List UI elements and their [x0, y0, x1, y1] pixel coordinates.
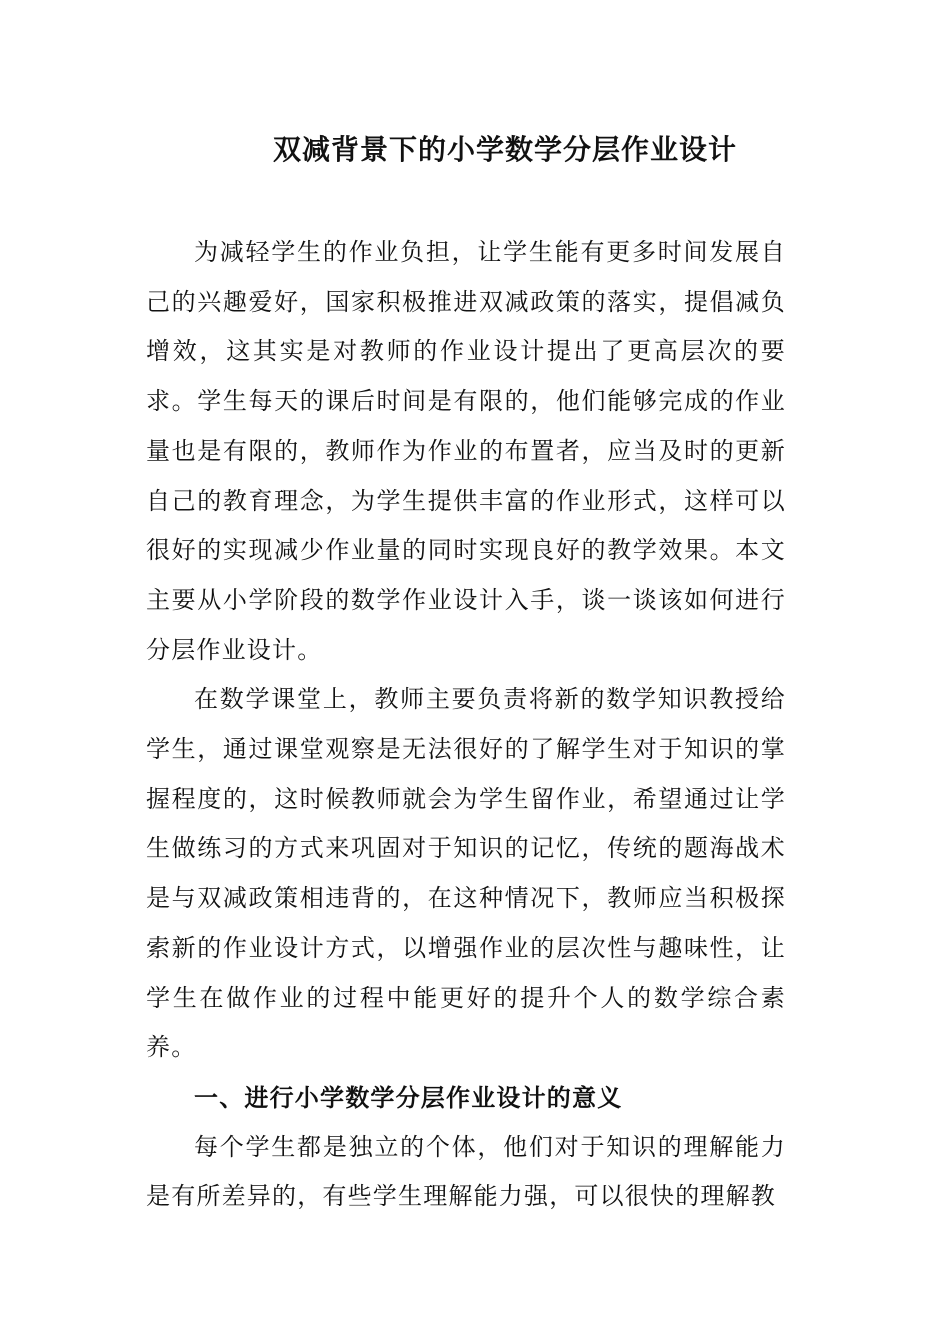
- document-body: [146, 228, 786, 1222]
- document-title: 双减背景下的小学数学分层作业设计: [272, 133, 737, 166]
- context-paragraph: 在数学课堂上，教师主要负责将新的数学知识教授给学生，通过课堂观察是无法很好的了解学生对于知识的掌握程度的，这时候教师就会为学生留作业，希望通过让学生做练习的方式来巩固对于知识的记忆，传统的题海战术是与双减政策相违背的，在这种情况下，教师应当积极探索新的作业设计方式，以增强作业的层次性与趣味性，让学生在做作业的过程中能更好的提升个人的数学综合素养。: [146, 685, 786, 1062]
- section-heading: 一、进行小学数学分层作业设计的意义: [194, 1082, 623, 1112]
- intro-paragraph: 为减轻学生的作业负担，让学生能有更多时间发展自己的兴趣爱好，国家积极推进双减政策的落实，提倡减负增效，这其实是对教师的作业设计提出了更高层次的要求。学生每天的课后时间是有限的，他们能够完成的作业量也是有限的，教师作为作业的布置者，应当及时的更新自己的教育理念，为学生提供丰富的作业形式，这样可以很好的实现减少作业量的同时实现良好的教学效果。本文主要从小学阶段的数学作业设计入手，谈一谈该如何进行分层作业设计。: [146, 238, 786, 664]
- section-paragraph: 每个学生都是独立的个体，他们对于知识的理解能力是有所差异的，有些学生理解能力强，可以很快的理解教: [146, 1132, 786, 1211]
